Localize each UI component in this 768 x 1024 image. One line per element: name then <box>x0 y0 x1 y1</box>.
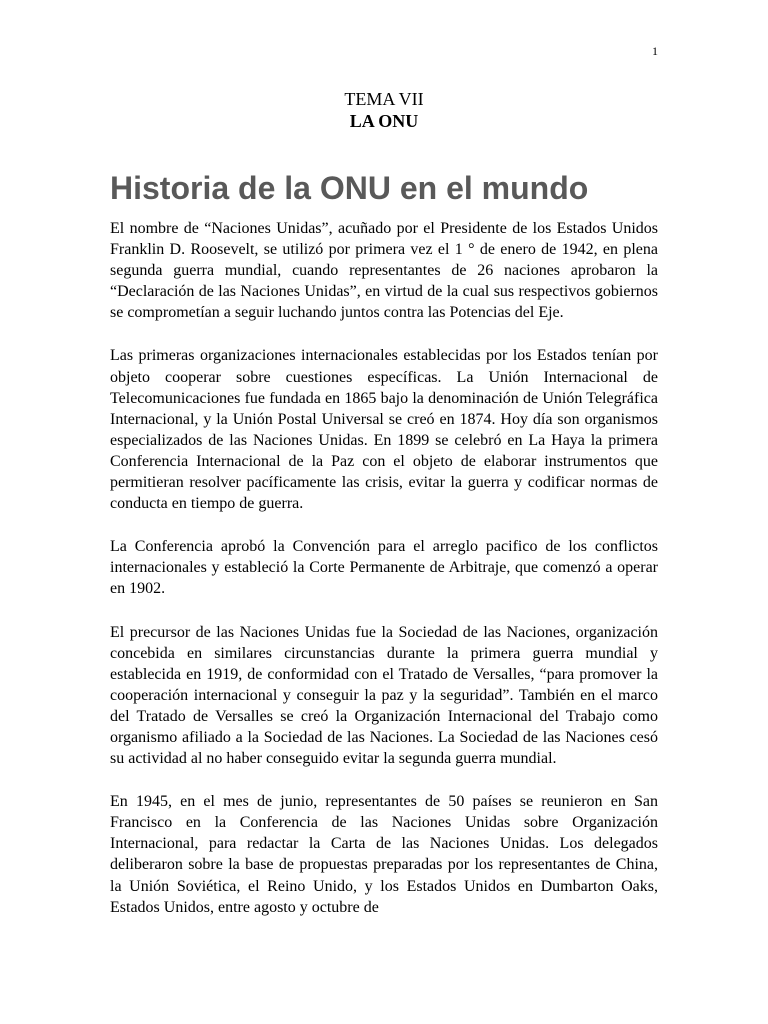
paragraph: El nombre de “Naciones Unidas”, acuñado por el Presidente de los Estados Unidos Franklin D. Roosevelt, se utilizó por primera vez el 1 ° de enero de 1942, en plena segunda guerra mundial, cuando representantes de 26 naciones aprobaron la “Declaración de las Naciones Unidas”, en virtud de la cual sus respectivos gobiernos se comprometían a seguir luchando juntos contra las Potencias del Eje. <box>110 220 658 322</box>
document-body <box>110 218 658 940</box>
page-heading: Historia de la ONU en el mundo <box>110 170 589 206</box>
section-label: TEMA VII <box>344 89 424 109</box>
page-number: 1 <box>652 44 658 58</box>
paragraph: La Conferencia aprobó la Convención para el arreglo pacifico de los conflictos internacionales y estableció la Corte Permanente de Arbitraje, que comenzó a operar en 1902. <box>110 538 658 598</box>
paragraph: El precursor de las Naciones Unidas fue la Sociedad de las Naciones, organización concebida en similares circunstancias durante la primera guerra mundial y establecida en 1919, de conformidad con el Tratado de Versalles, “para promover la cooperación internacional y conseguir la paz y la seguridad”. También en el marco del Tratado de Versalles se creó la Organización Internacional del Trabajo como organismo afiliado a la Sociedad de las Naciones. La Sociedad de las Naciones cesó su actividad al no haber conseguido evitar la segunda guerra mundial. <box>110 623 658 768</box>
section-title: LA ONU <box>349 111 419 131</box>
paragraph: Las primeras organizaciones internacionales establecidas por los Estados tenían por objeto cooperar sobre cuestiones específicas. La Unión Internacional de Telecomunicaciones fue fundada en 1865 bajo la denominación de Unión Telegráfica Internacional, y la Unión Postal Universal se creó en 1874. Hoy día son organismos especializados de las Naciones Unidas. En 1899 se celebró en La Haya la primera Conferencia Internacional de la Paz con el objeto de elaborar instrumentos que permitieran resolver pacíficamente las crisis, evitar la guerra y codificar normas de conducta en tiempo de guerra. <box>110 347 658 513</box>
paragraph: En 1945, en el mes de junio, representantes de 50 países se reunieron en San Francisco en la Conferencia de las Naciones Unidas sobre Organización Internacional, para redactar la Carta de las Naciones Unidas. Los delegados deliberaron sobre la base de propuestas preparadas por los representantes de China, la Unión Soviética, el Reino Unido, y los Estados Unidos en Dumbarton Oaks, Estados Unidos, entre agosto y octubre de <box>110 793 658 916</box>
